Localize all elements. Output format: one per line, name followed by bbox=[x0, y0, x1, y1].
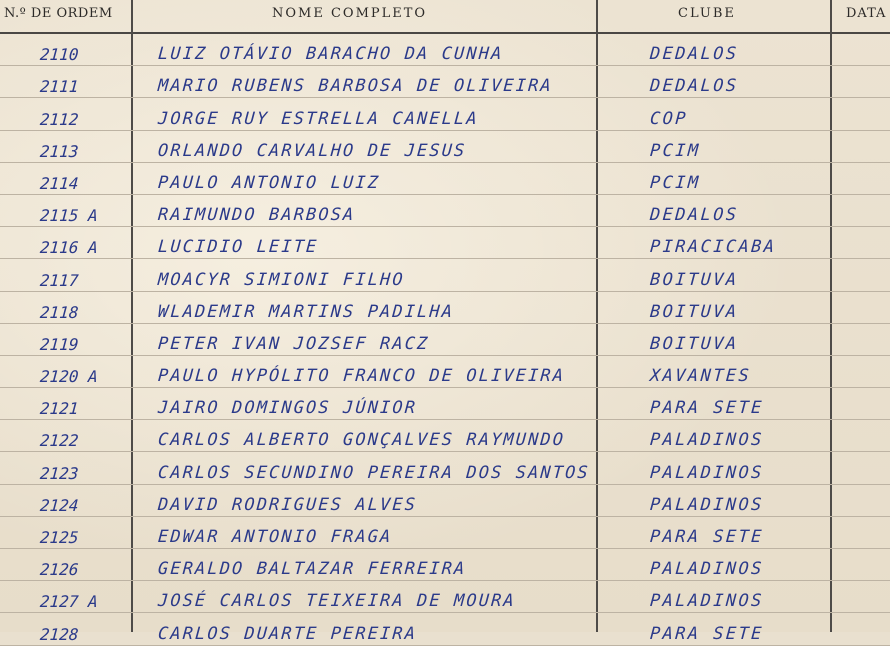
ledger-row bbox=[0, 66, 890, 98]
ledger-row bbox=[0, 613, 890, 645]
entry-number: 2114 bbox=[39, 173, 80, 193]
column-header-ordem: N.º DE ORDEM bbox=[4, 6, 113, 21]
entry-club: DEDALOS bbox=[649, 44, 740, 65]
entry-club: PARA SETE bbox=[649, 398, 765, 419]
entry-club: PCIM bbox=[649, 140, 702, 161]
entry-number: 2115 A bbox=[39, 206, 99, 226]
entry-full-name: JAIRO DOMINGOS JÚNIOR bbox=[157, 398, 418, 419]
ledger-row bbox=[0, 356, 890, 388]
entry-full-name: PETER IVAN JOZSEF RACZ bbox=[157, 333, 431, 354]
entry-number: 2122 bbox=[39, 431, 80, 451]
entry-number: 2110 bbox=[39, 45, 80, 65]
ledger-row bbox=[0, 581, 890, 613]
ledger-row bbox=[0, 195, 890, 227]
entry-full-name: CARLOS ALBERTO GONÇALVES RAYMUNDO bbox=[157, 430, 566, 451]
entry-full-name: CARLOS SECUNDINO PEREIRA DOS SANTOS bbox=[157, 462, 591, 483]
ledger-row bbox=[0, 227, 890, 259]
ledger-row bbox=[0, 549, 890, 581]
entry-club: PCIM bbox=[649, 172, 702, 193]
ledger-row bbox=[0, 452, 890, 484]
entry-club: BOITUVA bbox=[649, 301, 740, 322]
ledger-row bbox=[0, 34, 890, 66]
entry-full-name: CARLOS DUARTE PEREIRA bbox=[157, 623, 418, 644]
entry-club: BOITUVA bbox=[649, 333, 740, 354]
entry-full-name: WLADEMIR MARTINS PADILHA bbox=[157, 301, 455, 322]
ledger-header bbox=[0, 0, 890, 34]
entry-club: XAVANTES bbox=[649, 366, 752, 387]
entry-number: 2123 bbox=[39, 463, 80, 483]
entry-full-name: MOACYR SIMIONI FILHO bbox=[157, 269, 406, 290]
ledger-row bbox=[0, 292, 890, 324]
entry-club: PALADINOS bbox=[649, 462, 765, 483]
entry-full-name: EDWAR ANTONIO FRAGA bbox=[157, 527, 394, 547]
entry-number: 2118 bbox=[39, 302, 80, 322]
ledger-row bbox=[0, 388, 890, 420]
ledger-row bbox=[0, 131, 890, 163]
entry-full-name: GERALDO BALTAZAR FERREIRA bbox=[157, 559, 468, 580]
entry-full-name: LUIZ OTÁVIO BARACHO DA CUNHA bbox=[157, 44, 505, 65]
entry-club: PARA SETE bbox=[649, 527, 765, 547]
entry-number: 2111 bbox=[39, 77, 80, 97]
entry-full-name: MARIO RUBENS BARBOSA DE OLIVEIRA bbox=[157, 76, 554, 97]
entry-number: 2126 bbox=[39, 560, 80, 580]
entry-full-name: RAIMUNDO BARBOSA bbox=[157, 205, 357, 226]
entry-full-name: DAVID RODRIGUES ALVES bbox=[157, 494, 418, 515]
entry-number: 2112 bbox=[39, 109, 80, 129]
ledger-row bbox=[0, 324, 890, 356]
entry-number: 2124 bbox=[39, 495, 80, 515]
entry-number: 2119 bbox=[39, 334, 80, 354]
entry-club: COP bbox=[649, 108, 689, 129]
entry-full-name: PAULO ANTONIO LUIZ bbox=[157, 172, 381, 193]
entry-number: 2117 bbox=[39, 270, 80, 290]
entry-full-name: ORLANDO CARVALHO DE JESUS bbox=[157, 140, 468, 161]
entry-full-name: JORGE RUY ESTRELLA CANELLA bbox=[157, 108, 480, 129]
ledger-row bbox=[0, 163, 890, 195]
entry-number: 2116 A bbox=[39, 238, 99, 258]
column-header-nome: NOME COMPLETO bbox=[272, 6, 428, 21]
entry-number: 2128 bbox=[39, 624, 80, 644]
entry-number: 2113 bbox=[39, 141, 80, 161]
entry-club: PALADINOS bbox=[649, 430, 765, 451]
entry-full-name: JOSÉ CARLOS TEIXEIRA DE MOURA bbox=[157, 591, 517, 612]
entry-club: PALADINOS bbox=[649, 559, 765, 580]
ledger-row bbox=[0, 420, 890, 452]
entry-club: DEDALOS bbox=[649, 205, 740, 226]
entry-number: 2120 A bbox=[39, 367, 99, 387]
entry-full-name: PAULO HYPÓLITO FRANCO DE OLIVEIRA bbox=[157, 366, 566, 387]
column-header-data: DATA bbox=[846, 6, 887, 21]
entry-full-name: LUCIDIO LEITE bbox=[157, 237, 320, 258]
ledger-rows bbox=[0, 34, 890, 646]
ledger-row bbox=[0, 485, 890, 517]
ledger-row bbox=[0, 517, 890, 549]
ledger-row bbox=[0, 259, 890, 291]
column-header-clube: CLUBE bbox=[678, 6, 736, 21]
entry-number: 2125 bbox=[39, 528, 80, 547]
entry-club: DEDALOS bbox=[649, 76, 740, 97]
ledger-row bbox=[0, 98, 890, 130]
entry-club: PIRACICABA bbox=[649, 237, 778, 258]
entry-club: BOITUVA bbox=[649, 269, 740, 290]
entry-club: PALADINOS bbox=[649, 591, 765, 612]
entry-club: PARA SETE bbox=[649, 623, 765, 644]
entry-club: PALADINOS bbox=[649, 494, 765, 515]
entry-number: 2127 A bbox=[39, 592, 99, 612]
entry-number: 2121 bbox=[39, 399, 80, 419]
